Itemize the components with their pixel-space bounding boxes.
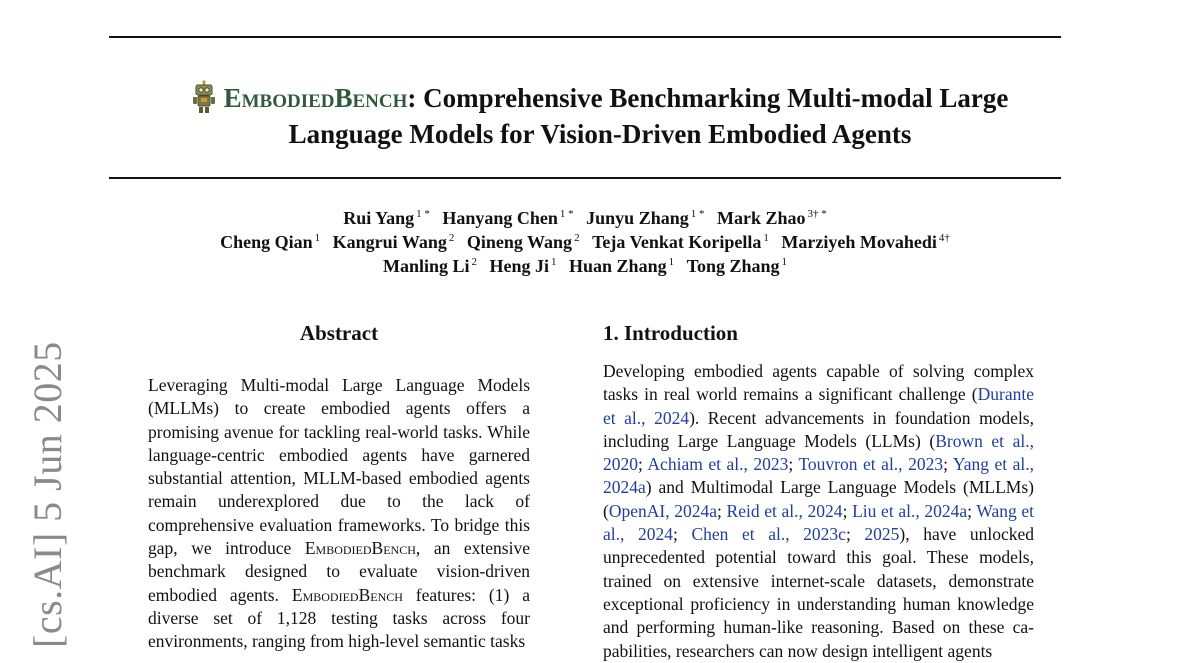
abstract-segment: , an extensive benchmark designed to evaluate vision-driven embodied agents. xyxy=(148,538,530,605)
title-bottom-rule xyxy=(109,177,1061,179)
citation-link[interactable]: Durante et al., 2024 xyxy=(603,384,1034,428)
citation-separator: ; xyxy=(943,454,953,475)
abstract-text xyxy=(148,374,530,654)
author-entry xyxy=(586,208,704,228)
benchmark-name: EmbodiedBench xyxy=(223,83,408,113)
author-affiliation: 1 xyxy=(668,256,675,268)
author-name: Marziyeh Movahedi xyxy=(781,232,937,252)
author-entry xyxy=(592,232,769,252)
author-list xyxy=(109,206,1061,278)
author-line-3 xyxy=(109,254,1061,278)
author-affiliation: 1 xyxy=(781,256,787,268)
author-affiliation: 3† * xyxy=(807,208,827,220)
author-name: Hanyang Chen xyxy=(442,208,558,228)
author-line-2 xyxy=(109,230,1061,254)
citation-link[interactable]: Brown et al., 2020 xyxy=(603,430,1034,475)
author-affiliation: 2 xyxy=(574,232,580,244)
intro-segment: Developing embodied agents capable of solving complex tasks in real world remains a significant challenge ( xyxy=(603,361,1034,405)
citation-link[interactable]: OpenAI, 2024a xyxy=(608,500,717,521)
author-entry xyxy=(220,232,320,252)
introduction-heading: 1. Introduction xyxy=(603,321,738,345)
abstract-heading: Abstract xyxy=(299,321,379,345)
author-affiliation: 1 xyxy=(763,232,769,244)
author-entry xyxy=(569,256,674,276)
paper-title xyxy=(140,80,1060,152)
author-entry xyxy=(717,208,827,228)
citation-separator: ; xyxy=(842,500,853,521)
citation-separator: ; xyxy=(672,524,692,545)
author-name: Rui Yang xyxy=(343,208,415,228)
citation-separator: ; xyxy=(717,500,727,521)
citation-separator: ; xyxy=(967,500,977,521)
abstract-segment: Leveraging Multi-modal Large Language Models (MLLMs) to create embodied agents offers a promising avenue for tackling real-world tasks. While language-centric embodied agents have garnered substantial attention, MLLM-based embodied agents remain underexplored due to the lack of comprehensive evaluation frameworks. To bridge this gap, we introduce xyxy=(148,375,530,559)
author-line-1 xyxy=(109,206,1061,230)
author-affiliation: 4† xyxy=(938,232,950,244)
citation-link[interactable]: Wang et al., 2024 xyxy=(603,500,1035,545)
introduction-text xyxy=(603,360,1034,663)
robot-icon xyxy=(192,80,216,114)
citation-link[interactable]: Liu et al., 2024a xyxy=(852,500,968,521)
arxiv-identifier: [cs.AI] 5 Jun 2025 xyxy=(25,341,70,648)
author-name: Manling Li xyxy=(382,256,470,276)
citation-link[interactable]: Chen et al., 2023c xyxy=(691,524,846,545)
author-entry xyxy=(383,256,477,276)
citation-link[interactable]: Achiam et al., 2023 xyxy=(647,454,789,475)
author-affiliation: 1 * xyxy=(690,208,705,220)
author-affiliation: 1 xyxy=(551,256,557,268)
intro-segment: ). Recent advancements in foundation models, including Large Language Models (LLMs) ( xyxy=(603,407,1034,451)
intro-segment: ) and Multimodal Large Language Models (MLLMs) ( xyxy=(603,477,1034,521)
citation-link[interactable]: Reid et al., 2024 xyxy=(726,500,843,521)
intro-segment: ), have unlocked unprecedented potential toward this goal. These models, trained on extensive internet-scale datasets, demonstrate exceptional proficiency in understanding human knowledge and performing human-like reasoning. Based on these capabilities, researchers can now design intelligent agents xyxy=(603,524,1034,661)
citation-separator: ; xyxy=(845,524,865,545)
author-entry xyxy=(687,256,787,276)
author-name: Qineng Wang xyxy=(466,232,573,252)
author-affiliation: 1 xyxy=(314,232,321,244)
citation-separator: ; xyxy=(638,454,648,475)
author-name: Tong Zhang xyxy=(686,256,780,276)
citation-link[interactable]: 2025 xyxy=(864,524,900,545)
author-name: Kangrui Wang xyxy=(332,232,447,252)
author-name: Cheng Qian xyxy=(220,232,313,252)
author-entry xyxy=(467,232,580,252)
author-entry xyxy=(781,232,949,252)
title-text: : Comprehensive Benchmarking Multi-modal Large Language Models for Vision-Driven Embodied Agents xyxy=(288,83,1009,149)
benchmark-name-inline: EmbodiedBench xyxy=(304,538,416,559)
author-affiliation: 2 xyxy=(471,256,478,268)
title-top-rule xyxy=(109,36,1061,38)
author-name: Teja Venkat Koripella xyxy=(592,232,762,252)
citation-link[interactable]: Touvron et al., 2023 xyxy=(798,454,944,475)
author-name: Huan Zhang xyxy=(569,256,667,276)
author-name: Junyu Zhang xyxy=(586,208,689,228)
author-name: Heng Ji xyxy=(489,256,550,276)
author-entry xyxy=(442,208,573,228)
citation-link[interactable]: Yang et al., 2024a xyxy=(603,454,1035,498)
citation-separator: ; xyxy=(788,454,799,475)
author-affiliation: 1 * xyxy=(416,208,430,220)
author-name: Mark Zhao xyxy=(716,208,806,228)
author-entry xyxy=(343,208,430,228)
author-affiliation: 2 xyxy=(448,232,455,244)
benchmark-name-inline: EmbodiedBench xyxy=(291,584,403,605)
author-entry xyxy=(490,256,557,276)
author-affiliation: 1 * xyxy=(559,208,574,220)
author-entry xyxy=(333,232,455,252)
abstract-segment: features: (1) a diverse set of 1,128 testing tasks across four environments, ranging from high-level semantic tasks xyxy=(148,584,530,652)
